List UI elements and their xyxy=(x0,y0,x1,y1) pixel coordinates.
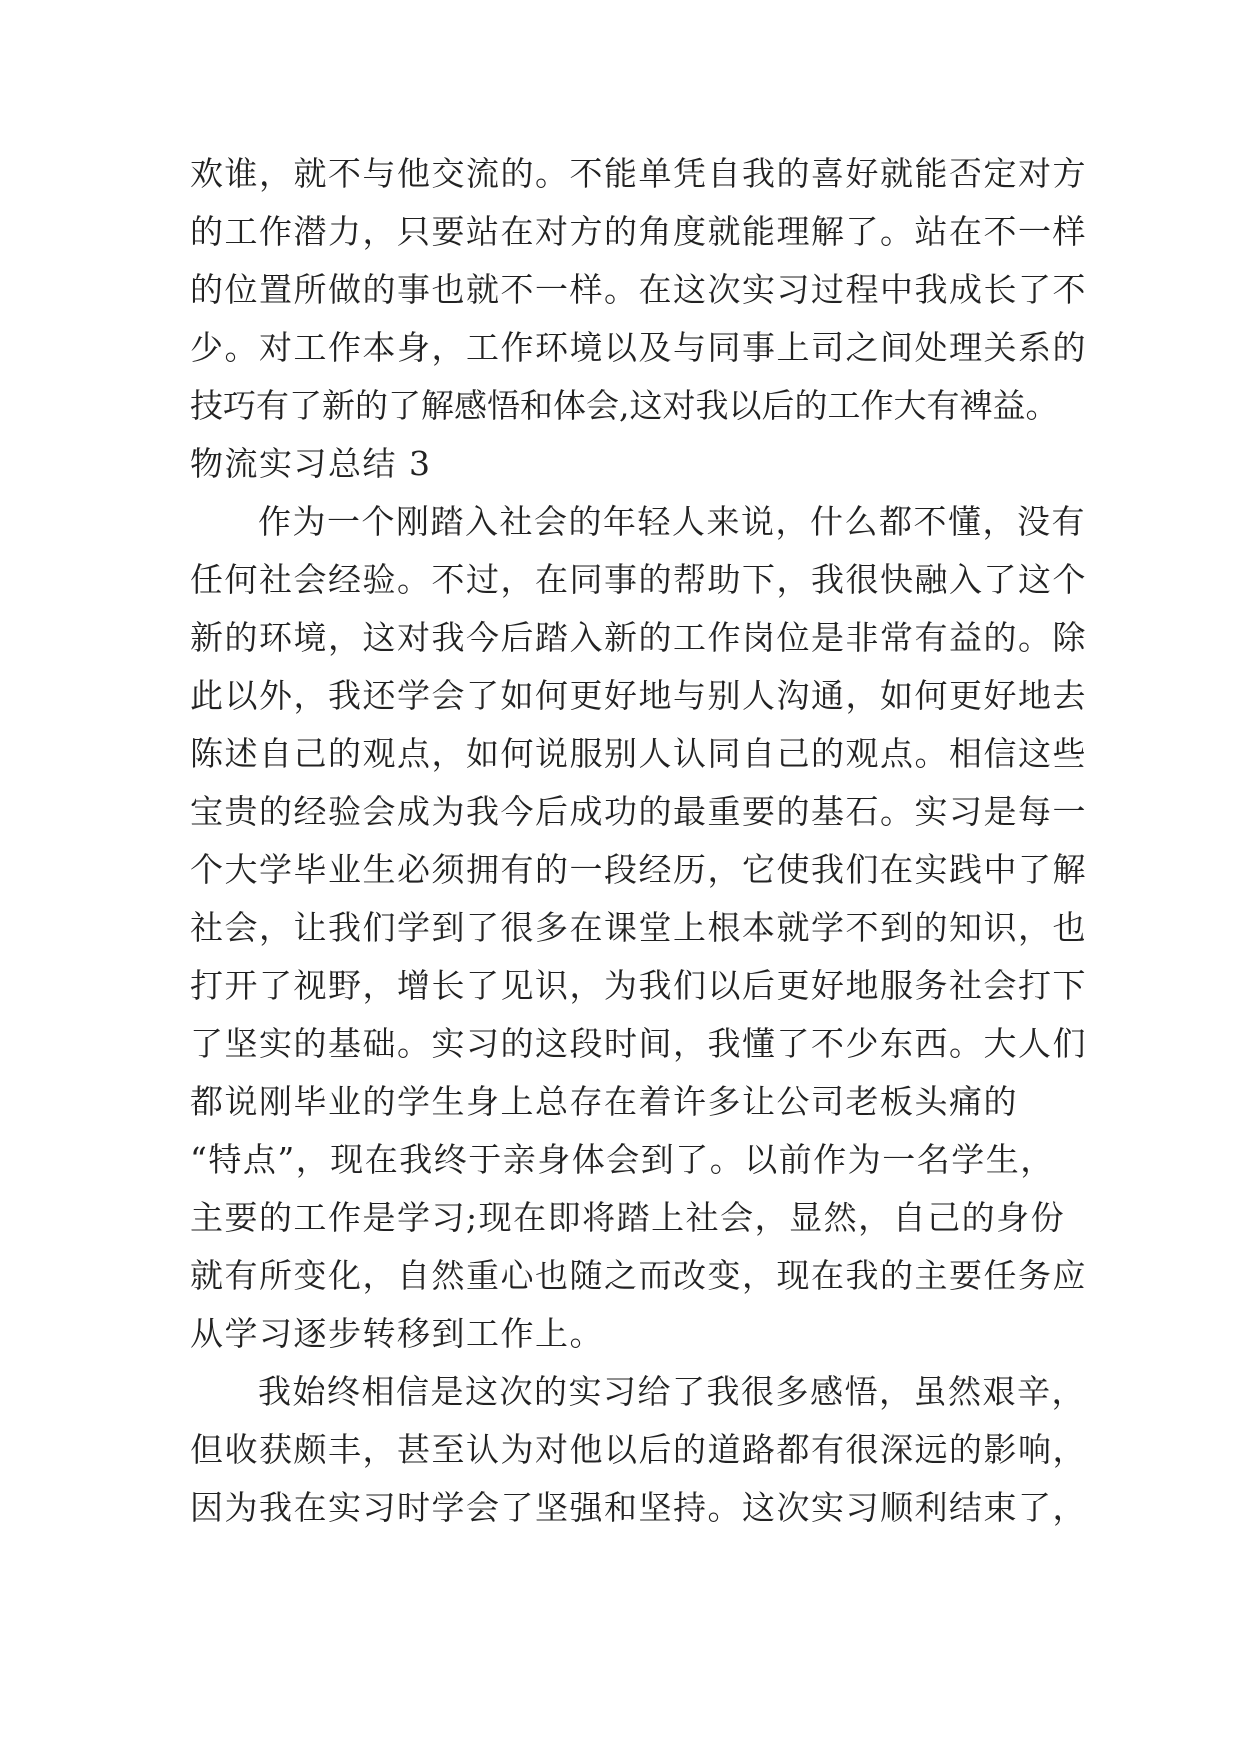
text-line: 打开了视野，增长了见识，为我们以后更好地服务社会打下 xyxy=(190,966,1087,1005)
text-line: 技巧有了新的了解感悟和体会,这对我以后的工作大有裨益。 xyxy=(190,386,1059,425)
text-line: 了坚实的基础。实习的这段时间，我懂了不少东西。大人们 xyxy=(190,1024,1087,1063)
text-line: 主要的工作是学习;现在即将踏上社会，显然，自己的身份 xyxy=(190,1198,1066,1237)
text-line: 就有所变化，自然重心也随之而改变，现在我的主要任务应 xyxy=(190,1256,1087,1295)
section-heading: 物流实习总结 3 xyxy=(190,444,432,483)
text-line: 此以外，我还学会了如何更好地与别人沟通，如何更好地去 xyxy=(190,676,1087,715)
text-line: “特点”，现在我终于亲身体会到了。以前作为一名学生， xyxy=(190,1140,1055,1179)
text-line: 的工作潜力，只要站在对方的角度就能理解了。站在不一样 xyxy=(190,212,1087,251)
paragraph-first-line: 作为一个刚踏入社会的年轻人来说，什么都不懂，没有 xyxy=(258,502,1086,541)
text-line: 的位置所做的事也就不一样。在这次实习过程中我成长了不 xyxy=(190,270,1087,309)
text-line: 新的环境，这对我今后踏入新的工作岗位是非常有益的。除 xyxy=(190,618,1087,657)
text-line: 宝贵的经验会成为我今后成功的最重要的基石。实习是每一 xyxy=(190,792,1087,831)
text-line: 社会，让我们学到了很多在课堂上根本就学不到的知识，也 xyxy=(190,908,1087,947)
text-line: 陈述自己的观点，如何说服别人认同自己的观点。相信这些 xyxy=(190,734,1087,773)
text-line: 个大学毕业生必须拥有的一段经历，它使我们在实践中了解 xyxy=(190,850,1087,889)
text-line: 从学习逐步转移到工作上。 xyxy=(190,1314,604,1353)
text-line: 少。对工作本身，工作环境以及与同事上司之间处理关系的 xyxy=(190,328,1087,367)
paragraph-first-line: 我始终相信是这次的实习给了我很多感悟，虽然艰辛， xyxy=(258,1372,1086,1411)
text-line: 任何社会经验。不过，在同事的帮助下，我很快融入了这个 xyxy=(190,560,1087,599)
text-line: 欢谁，就不与他交流的。不能单凭自我的喜好就能否定对方 xyxy=(190,154,1087,193)
text-line: 因为我在实习时学会了坚强和坚持。这次实习顺利结束了， xyxy=(190,1488,1087,1527)
text-line: 都说刚毕业的学生身上总存在着许多让公司老板头痛的 xyxy=(190,1082,1018,1121)
text-line: 但收获颇丰，甚至认为对他以后的道路都有很深远的影响， xyxy=(190,1430,1087,1469)
